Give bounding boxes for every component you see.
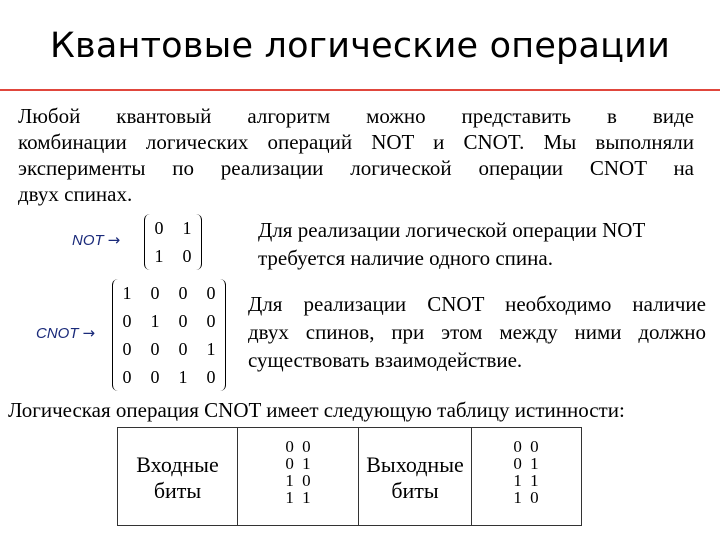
cnot-matrix-cell: 0 [178, 338, 188, 359]
cnot-matrix-cell: 1 [206, 338, 216, 359]
title-divider [0, 89, 720, 91]
truth-table-caption: Логическая операция CNOT имеет следующую таблицу истинности: [8, 398, 625, 422]
arrow-right-icon: → [82, 324, 96, 342]
not-description-line-1: Для реализации логической операции NOT [258, 218, 646, 242]
cnot-matrix-cell: 1 [150, 310, 160, 331]
not-matrix-cell: 1 [154, 245, 164, 266]
cnot-matrix-cell: 0 [178, 310, 188, 331]
not-matrix [144, 214, 202, 270]
arrow-right-icon: → [107, 231, 121, 249]
cnot-matrix-cell: 0 [122, 338, 132, 359]
cnot-description-line-1: Для реализации CNOT необходимо наличие [248, 292, 706, 316]
paragraph-line-4: двух спинах. [18, 182, 133, 206]
cnot-matrix-cell: 0 [206, 366, 216, 387]
output-row: 1 0 [513, 488, 539, 507]
cnot-matrix-cell: 0 [122, 310, 132, 331]
cnot-matrix-cell: 0 [178, 282, 188, 303]
output-header-line: Выходные [366, 452, 464, 477]
input-bits-values [238, 438, 358, 506]
cnot-description-line-2: двух спинов, при этом между ними должно [248, 320, 706, 344]
not-label: NOT [72, 232, 104, 249]
not-matrix-cell: 0 [154, 217, 164, 238]
not-description-line-2: требуется наличие одного спина. [258, 246, 553, 270]
cnot-matrix-cell: 0 [150, 338, 160, 359]
cnot-description-line-3: существовать взаимодействие. [248, 348, 523, 372]
output-row: 1 1 [513, 471, 539, 490]
input-row: 0 0 [285, 437, 311, 456]
cnot-matrix-cell: 0 [122, 366, 132, 387]
cnot-label-group [36, 324, 95, 343]
paragraph-line-3: эксперименты по реализации логической операции CNOT на [18, 156, 694, 180]
cnot-matrix-cell: 1 [122, 282, 132, 303]
cnot-matrix-cell: 0 [150, 282, 160, 303]
not-matrix-cell: 0 [182, 245, 192, 266]
cnot-matrix-cell: 1 [178, 366, 188, 387]
paragraph-line-2: комбинации логических операций NOT и CNOT. Мы выполняли [18, 130, 694, 154]
input-header-line: биты [153, 478, 202, 503]
paragraph-line-1: Любой квантовый алгоритм можно представить в виде [18, 104, 694, 128]
cnot-matrix-cell: 0 [206, 310, 216, 331]
input-bits-header [118, 452, 237, 504]
output-bits-header [359, 452, 471, 504]
output-header-line: биты [391, 478, 439, 503]
output-bits-values [472, 438, 580, 506]
page-title: Квантовые логические операции [49, 26, 671, 66]
input-row: 1 1 [285, 488, 311, 507]
not-label-group [72, 231, 120, 250]
truth-table [117, 427, 582, 526]
input-row: 0 1 [285, 454, 311, 473]
input-row: 1 0 [285, 471, 311, 490]
cnot-matrix-cell: 0 [150, 366, 160, 387]
output-row: 0 0 [513, 437, 539, 456]
input-header-line: Входные [136, 452, 219, 477]
cnot-label: CNOT [36, 325, 79, 342]
output-row: 0 1 [513, 454, 539, 473]
not-matrix-cell: 1 [182, 217, 192, 238]
cnot-matrix [112, 279, 226, 391]
cnot-matrix-cell: 0 [206, 282, 216, 303]
